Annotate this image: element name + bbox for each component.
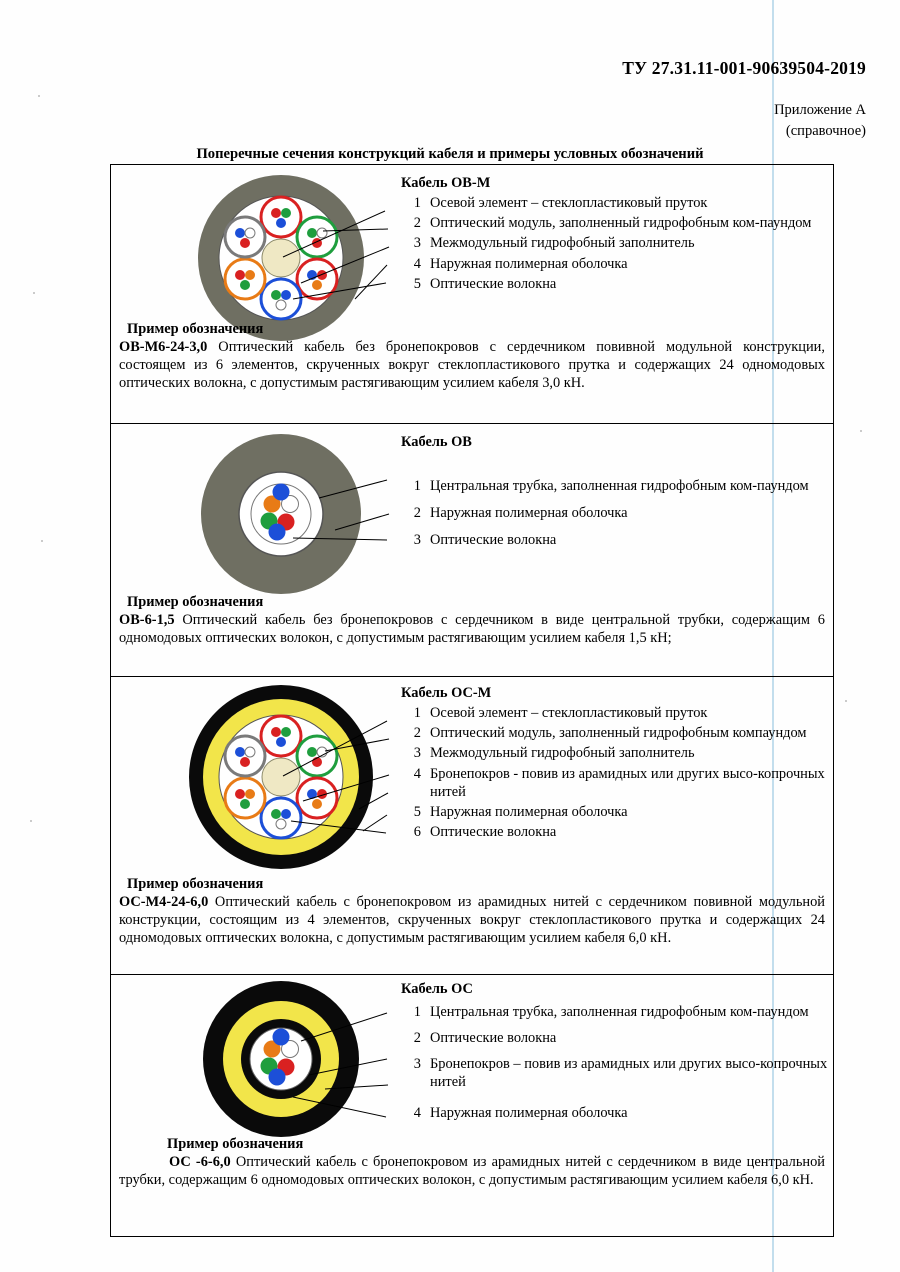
legend-row: [401, 215, 811, 235]
legend-number: 4: [413, 255, 421, 272]
legend-row: [401, 1001, 831, 1024]
example-ov: [119, 593, 825, 647]
example-description: Оптический кабель без бронепокровов с сердечником повивной модульной конструкции, состоящем из 6 элементов, скрученных вокруг стеклопластикового прутка и содержащих 24 одномодовых оптических волокна, с допустимым растягивающим усилием кабеля 3,0 кН.: [119, 339, 825, 392]
document-code: ТУ 27.31.11-001-90639504-2019: [622, 58, 866, 78]
cable-block-ov-m: [110, 164, 834, 424]
section-title: Поперечные сечения конструкций кабеля и примеры условных обозначений: [196, 146, 704, 162]
example-os: [119, 1135, 825, 1189]
example-body: [119, 338, 825, 392]
legend-ov: [401, 434, 831, 553]
example-description: Оптический кабель с бронепокровом из арамидных нитей с сердечником в виде центральной трубки, содержащим 6 одномодовых оптических волокон, с допустимым растягивающим усилием кабеля 6,0 кН.: [119, 1154, 825, 1189]
scan-speck: [30, 820, 32, 822]
legend-text: Оптические волокна: [430, 532, 557, 549]
example-heading: Пример обозначения: [127, 876, 264, 892]
legend-number: 5: [413, 276, 421, 293]
example-os-m: [119, 875, 825, 948]
legend-text: Оптический модуль, заполненный гидрофобным компаундом: [430, 725, 807, 742]
legend-row: [401, 766, 831, 804]
legend-row: [401, 276, 811, 296]
cable-cross-section-os-m: [173, 681, 413, 881]
example-marking: ОС -6-6,0: [169, 1154, 231, 1171]
cable-name: Кабель ОС-М: [401, 685, 492, 701]
cable-block-os-m: [110, 677, 834, 975]
legend-number: 6: [413, 824, 421, 841]
legend-number: 2: [413, 725, 421, 742]
legend-text: Оптические волокна: [430, 1030, 557, 1047]
legend-text: Бронепокров - повив из арамидных или других высо-копрочных нитей: [430, 765, 825, 800]
legend-text: Межмодульный гидрофобный заполнитель: [430, 235, 695, 252]
legend-os-m: [401, 685, 831, 845]
legend-ov-m: [401, 175, 831, 297]
legend-text: Наружная полимерная оболочка: [430, 505, 628, 522]
example-heading: Пример обозначения: [127, 594, 264, 610]
legend-text: Осевой элемент – стеклопластиковый пруток: [430, 704, 708, 721]
legend-number: 2: [413, 215, 421, 232]
legend-number: 5: [413, 804, 421, 821]
legend-text: Осевой элемент – стеклопластиковый пруток: [430, 194, 708, 211]
legend-row: [401, 804, 831, 824]
example-heading: Пример обозначения: [167, 1136, 304, 1152]
legend-number: 3: [413, 235, 421, 252]
legend-text: Оптические волокна: [430, 824, 557, 841]
legend-row: [401, 725, 831, 745]
example-body: [119, 1153, 825, 1189]
appendix-note: (справочное): [785, 123, 866, 140]
appendix-label: [774, 100, 866, 142]
cable-name: Кабель ОВ: [401, 434, 472, 450]
legend-row: [401, 256, 811, 276]
example-heading: Пример обозначения: [127, 321, 264, 337]
scan-speck: [33, 292, 35, 294]
scan-speck: [860, 430, 862, 432]
example-description: Оптический кабель без бронепокровов с сердечником в виде центральной трубки, содержащим 6 одномодовых оптических волокон, с допустимым растягивающим усилием кабеля 1,5 кН;: [119, 612, 825, 647]
legend-row: [401, 1024, 831, 1050]
legend-os: [401, 981, 831, 1125]
legend-text: Оптические волокна: [430, 276, 557, 293]
legend-number: 2: [413, 505, 421, 522]
legend-number: 1: [413, 704, 421, 721]
example-marking: ОВ-6-1,5: [119, 612, 175, 629]
legend-row: [401, 824, 831, 844]
legend-text: Бронепокров – повив из арамидных или других высо-копрочных нитей: [430, 1056, 828, 1091]
legend-number: 3: [413, 1056, 421, 1073]
legend-number: 4: [413, 765, 421, 782]
legend-number: 3: [413, 745, 421, 762]
example-body: [119, 893, 825, 947]
cable-block-os: [110, 975, 834, 1237]
legend-text: Наружная полимерная оболочка: [430, 804, 628, 821]
cable-block-ov: [110, 424, 834, 677]
example-ov-m: [119, 320, 825, 393]
legend-text: Наружная полимерная оболочка: [430, 255, 628, 272]
scan-speck: [38, 95, 40, 97]
legend-row: [401, 478, 809, 498]
cable-cross-section-os: [173, 979, 413, 1139]
scan-speck: [41, 540, 43, 542]
legend-row: [401, 498, 809, 525]
example-body: [119, 611, 825, 647]
cable-name: Кабель ОС: [401, 981, 473, 997]
legend-number: 3: [413, 532, 421, 549]
legend-row: [401, 745, 831, 765]
legend-number: 1: [413, 194, 421, 211]
legend-row: [401, 235, 811, 255]
legend-row: [401, 705, 831, 725]
cable-name: Кабель ОВ-М: [401, 175, 491, 191]
legend-text: Межмодульный гидрофобный заполнитель: [430, 745, 695, 762]
legend-text: Центральная трубка, заполненная гидрофобным ком-паундом: [430, 477, 809, 494]
legend-number: 4: [413, 1104, 421, 1121]
legend-text: Центральная трубка, заполненная гидрофобным ком-паундом: [430, 1003, 809, 1020]
appendix-title: Приложение А: [774, 102, 866, 118]
legend-row: [401, 525, 809, 552]
example-description: Оптический кабель с бронепокровом из арамидных нитей с сердечником повивной модульной конструкции, состоящим из 4 элементов, скрученных вокруг стеклопластикового прутка и содержащих 24 одномодовых оптических волокна, с допустимым растягивающим усилием кабеля 6,0 кН.: [119, 894, 825, 947]
example-marking: ОС-М4-24-6,0: [119, 894, 209, 911]
legend-text: Оптический модуль, заполненный гидрофобным ком-паундом: [430, 215, 812, 232]
legend-number: 1: [413, 1003, 421, 1020]
example-marking: ОВ-М6-24-3,0: [119, 339, 208, 356]
scan-speck: [845, 700, 847, 702]
legend-number: 1: [413, 477, 421, 494]
legend-row: [401, 195, 811, 215]
legend-text: Наружная полимерная оболочка: [430, 1104, 628, 1121]
legend-row: [401, 1050, 831, 1094]
cable-cross-section-ov: [173, 432, 413, 602]
legend-row: [401, 1095, 831, 1125]
legend-number: 2: [413, 1030, 421, 1047]
